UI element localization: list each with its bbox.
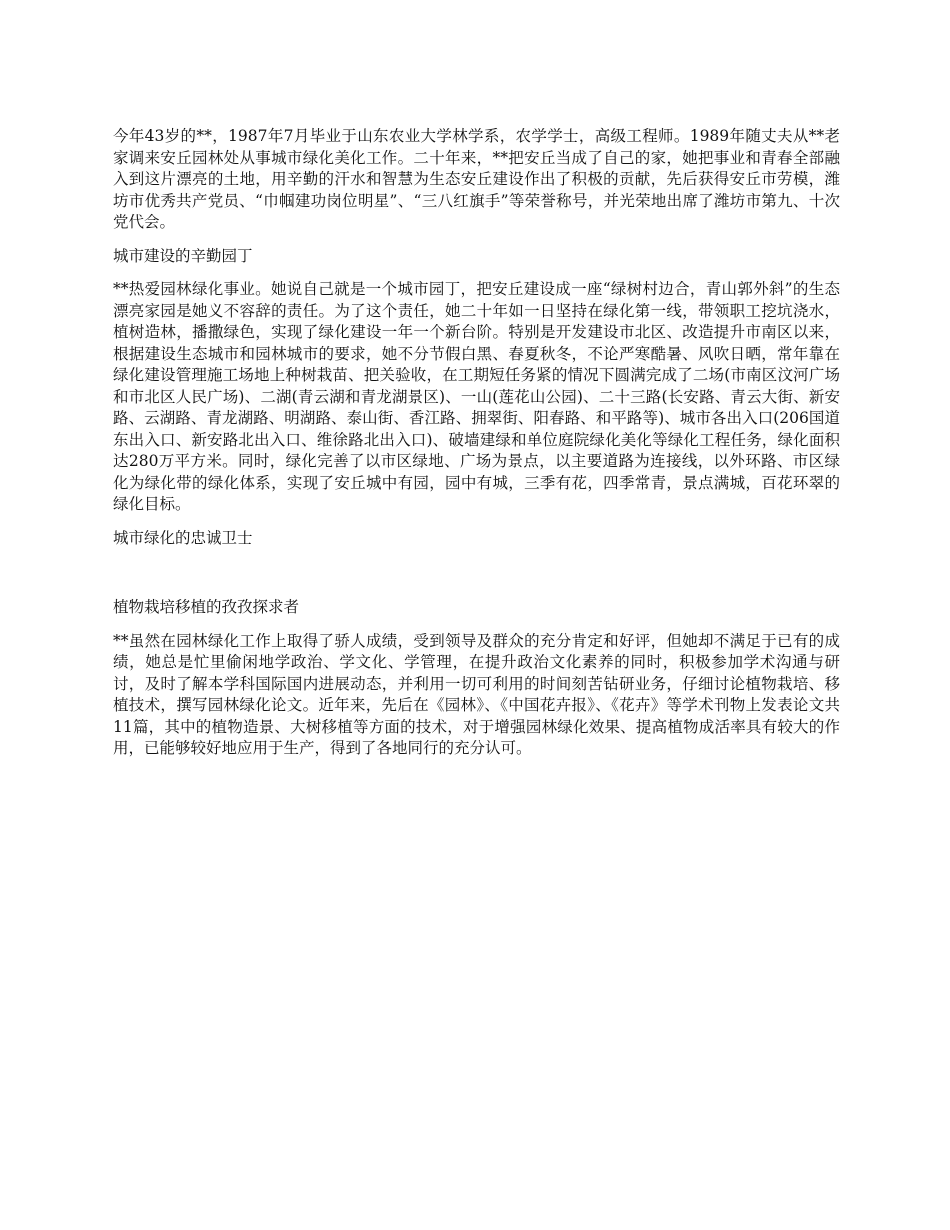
spacer: [113, 549, 840, 597]
document-body: [113, 126, 840, 760]
section-heading-plant-research: 植物栽培移植的孜孜探求者: [113, 598, 300, 616]
section-heading-green-guardian: 城市绿化的忠诚卫士: [113, 528, 253, 547]
spacer: [113, 516, 840, 528]
section-paragraph-plant-research: **虽然在园林绿化工作上取得了骄人成绩，受到领导及群众的充分肯定和好评，但她却不满足于已有的成绩，她总是忙里偷闲地学政治、学文化、学管理，在提升政治文化素养的同时，积极参加学术沟通与研讨，及时了解本学科国际国内进展动态，并利用一切可利用的时间刻苦钻研业务，仔细讨论植物栽培、移植技术，撰写园林绿化论文。近年来，先后在《园林》、《中国花卉报》、《花卉》等学术刊物上发表论文共11篇，其中的植物造景、大树移植等方面的技术，对于增强园林绿化效果、提高植物成活率具有较大的作用，已能够较好地应用于生产，得到了各地同行的充分认可。: [113, 631, 840, 757]
section-paragraph-city-gardener: **热爱园林绿化事业。她说自己就是一个城市园丁，把安丘建设成一座“绿树村边合，青山郭外斜”的生态漂亮家园是她义不容辞的责任。为了这个责任，她二十年如一日坚持在绿化第一线，带领职工挖坑浇水，植树造林，播撒绿色，实现了绿化建设一年一个新台阶。特别是开发建设市北区、改造提升市南区以来，根据建设生态城市和园林城市的要求，她不分节假白黑、春夏秋冬，不论严寒酷暑、风吹日晒，常年靠在绿化建设管理施工场地上种树栽苗、把关验收，在工期短任务紧的情况下圆满完成了二场(市南区汶河广场和市北区人民广场)、二湖(青云湖和青龙湖景区)、一山(莲花山公园)、二十三路(长安路、青云大街、新安路、云湖路、青龙湖路、明湖路、泰山街、香江路、拥翠街、阳春路、和平路等)、城市各出入口(206国道东出入口、新安路北出入口、维徐路北出入口)、破墙建绿和单位庭院绿化美化等绿化工程任务，绿化面积达280万平方米。同时，绿化完善了以市区绿地、广场为景点，以主要道路为连接线，以外环路、市区绿化为绿化带的绿化体系，实现了安丘城中有园，园中有城，三季有花，四季常青，景点满城，百花环翠的绿化目标。: [113, 280, 840, 513]
spacer: [113, 267, 840, 279]
spacer: [113, 619, 840, 631]
section-heading-city-gardener: 城市建设的辛勤园丁: [113, 246, 253, 265]
spacer: [113, 234, 840, 246]
intro-paragraph: 今年43岁的**，1987年7月毕业于山东农业大学林学系，农学学士，高级工程师。1989年随丈夫从**老家调来安丘园林处从事城市绿化美化工作。二十年来，**把安丘当成了自己的家，她把事业和青春全部融入到这片漂亮的土地，用辛勤的汗水和智慧为生态安丘建设作出了积极的贡献，先后获得安丘市劳模，潍坊市优秀共产党员、“巾帼建功岗位明星”、“三八红旗手”等荣誉称号，并光荣地出席了潍坊市第九、十次党代会。: [113, 127, 840, 231]
